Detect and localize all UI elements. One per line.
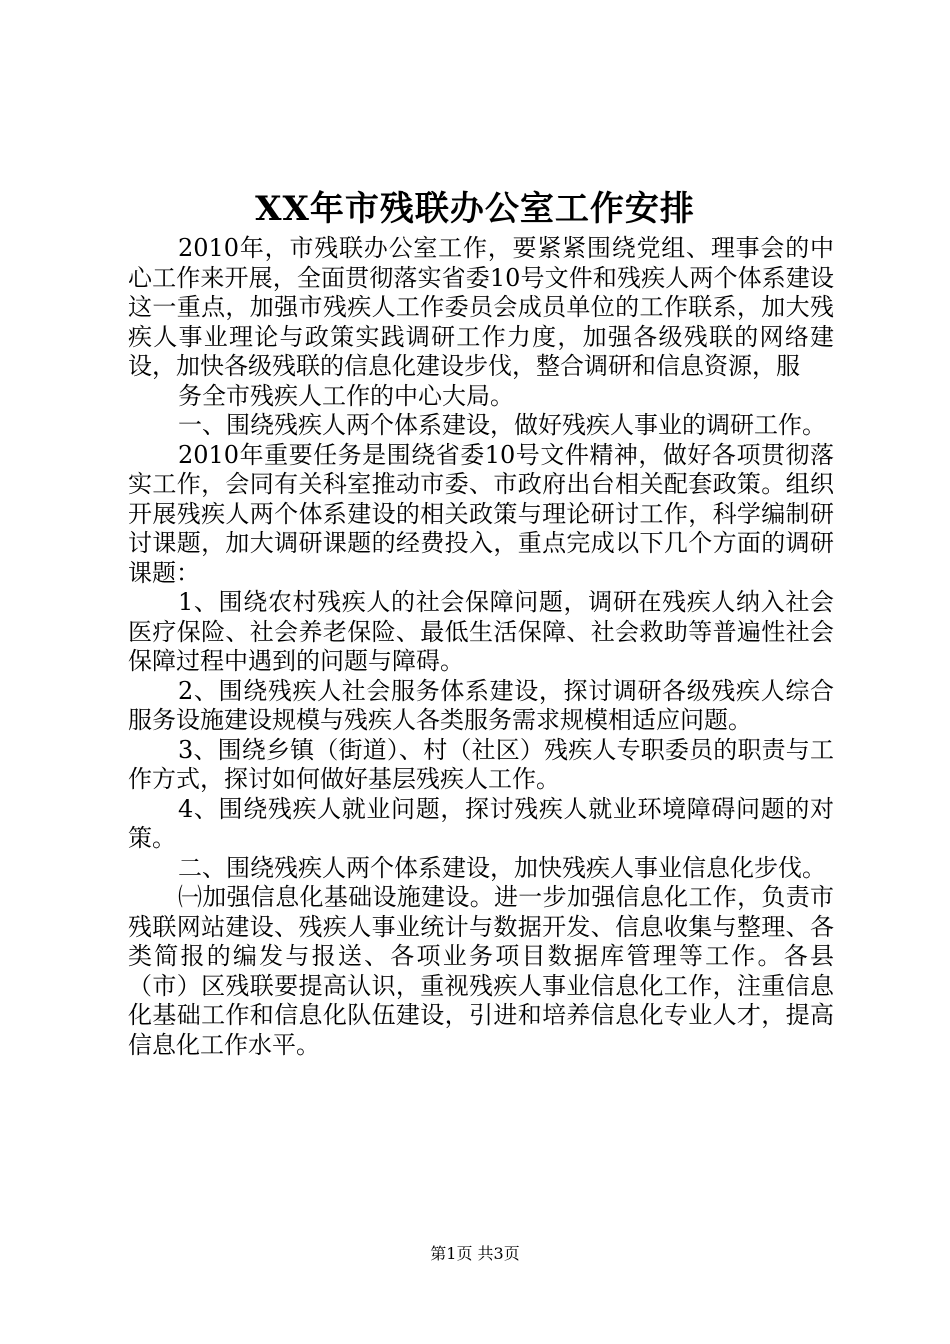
- section-heading-2: 二、围绕残疾人两个体系建设，加快残疾人事业信息化步伐。: [178, 853, 826, 882]
- paragraph-intro: 2010年，市残联办公室工作，要紧紧围绕党组、理事会的中心工作来开展，全面贯彻落实省委10号文件和残疾人两个体系建设这一重点，加强市残疾人工作委员会成员单位的工作联系，加大残疾人事业理论与政策实践调研工作力度，加强各级残联的网络建设，加快各级残联的信息化建设步伐，整合调研和信息资源，服: [128, 234, 834, 380]
- list-item-2: 2、围绕残疾人社会服务体系建设，探讨调研各级残疾人综合服务设施建设规模与残疾人各类服务需求规模相适应问题。: [128, 676, 834, 734]
- document-body: [128, 234, 834, 1060]
- page-footer: 第1页 共3页: [430, 1244, 520, 1263]
- list-item-1: 1、围绕农村残疾人的社会保障问题，调研在残疾人纳入社会医疗保险、社会养老保险、最低生活保障、社会救助等普遍性社会保障过程中遇到的问题与障碍。: [128, 588, 834, 675]
- document-title: XX年市残联办公室工作安排: [255, 189, 695, 229]
- section-heading-1: 一、围绕残疾人两个体系建设，做好残疾人事业的调研工作。: [178, 411, 826, 439]
- paragraph-section-2: ㈠加强信息化基础设施建设。进一步加强信息化工作，负责市残联网站建设、残疾人事业统计与数据开发、信息收集与整理、各类简报的编发与报送、各项业务项目数据库管理等工作。各县（市）区残联要提高认识，重视残疾人事业信息化工作，注重信息化基础工作和信息化队伍建设，引进和培养信息化专业人才，提高信息化工作水平。: [128, 883, 834, 1059]
- paragraph-intro-continued: 务全市残疾人工作的中心大局。: [178, 381, 514, 410]
- list-item-4: 4、围绕残疾人就业问题，探讨残疾人就业环境障碍问题的对策。: [128, 794, 834, 852]
- paragraph-section-1: 2010年重要任务是围绕省委10号文件精神，做好各项贯彻落实工作，会同有关科室推动市委、市政府出台相关配套政策。组织开展残疾人两个体系建设的相关政策与理论研讨工作，科学编制研讨课题，加大调研课题的经费投入，重点完成以下几个方面的调研课题：: [128, 440, 834, 587]
- list-item-3: 3、围绕乡镇（街道）、村（社区）残疾人专职委员的职责与工作方式，探讨如何做好基层残疾人工作。: [128, 735, 834, 793]
